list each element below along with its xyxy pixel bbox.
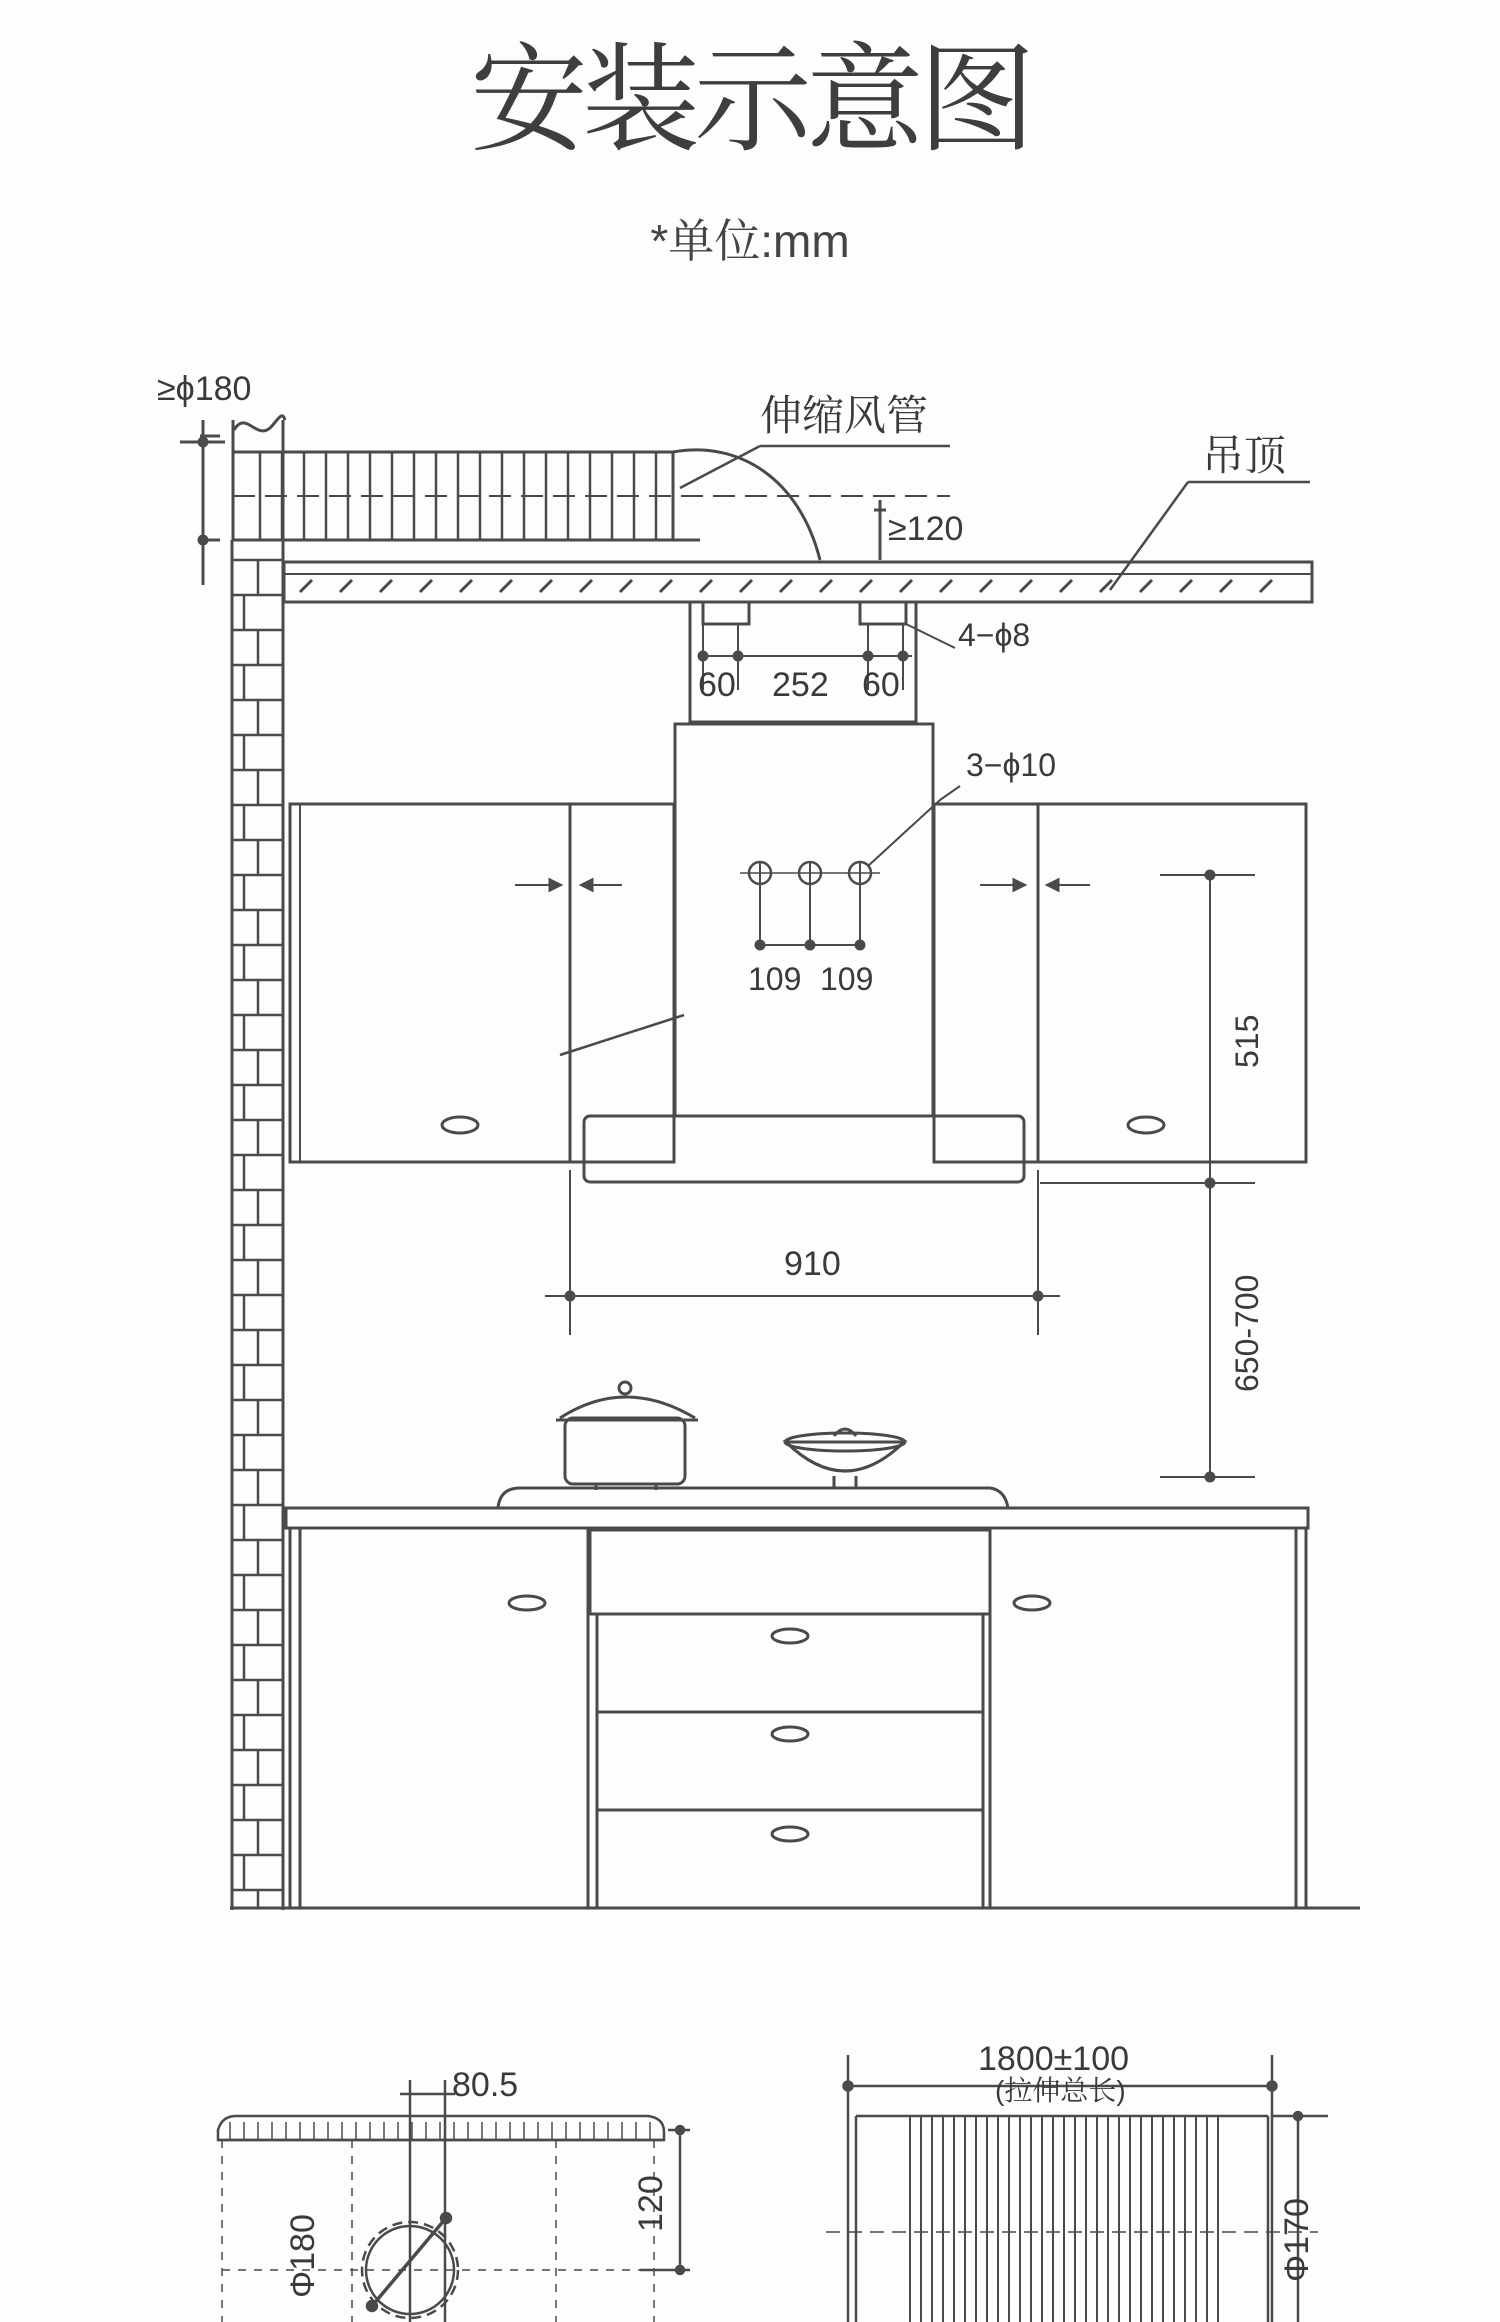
ceiling-gap-dimension xyxy=(874,500,886,560)
top-bracket xyxy=(690,602,955,722)
bracket-dim-left: 60 xyxy=(698,666,736,704)
offset-label: 80.5 xyxy=(452,2066,519,2104)
ceiling-label: 吊顶 xyxy=(1202,432,1287,479)
cooktop-with-cookware xyxy=(498,1382,1008,1508)
hole-spacing-1: 109 xyxy=(748,961,802,997)
bracket-holes-label: 4−ϕ8 xyxy=(958,617,1031,653)
hood-width-label: 910 xyxy=(784,1245,841,1283)
duct-diameter-detail-label: Φ170 xyxy=(1278,2198,1316,2282)
hole-diameter-label: Φ180 xyxy=(284,2214,322,2298)
mount-holes-label: 3−ϕ10 xyxy=(966,747,1056,783)
brick-wall xyxy=(232,540,283,1910)
bracket-dim-mid: 252 xyxy=(772,666,829,704)
install-height-label: 650-700 xyxy=(1229,1274,1265,1392)
flexible-duct-label: 伸缩风管 xyxy=(760,392,929,439)
unit-note: *单位:mm xyxy=(650,215,850,267)
page-title: 安装示意图 xyxy=(469,31,1030,169)
flexible-duct xyxy=(180,416,950,585)
base-cabinets xyxy=(230,1508,1360,1908)
chimney-height-label: 515 xyxy=(1229,1014,1265,1068)
ceiling-gap-label: ≥120 xyxy=(888,510,964,548)
dimension-lines xyxy=(545,871,1255,1482)
bracket-dim-right: 60 xyxy=(862,666,900,704)
duct-length-note: (拉伸总长) xyxy=(995,2075,1126,2106)
duct-diameter-label: ≥ϕ180 xyxy=(157,370,252,408)
depth-label: 120 xyxy=(632,2175,670,2232)
hole-spacing-2: 109 xyxy=(820,961,874,997)
range-hood xyxy=(584,724,1024,1182)
duct-length-label: 1800±100 xyxy=(978,2040,1130,2078)
suspended-ceiling xyxy=(284,562,1312,602)
